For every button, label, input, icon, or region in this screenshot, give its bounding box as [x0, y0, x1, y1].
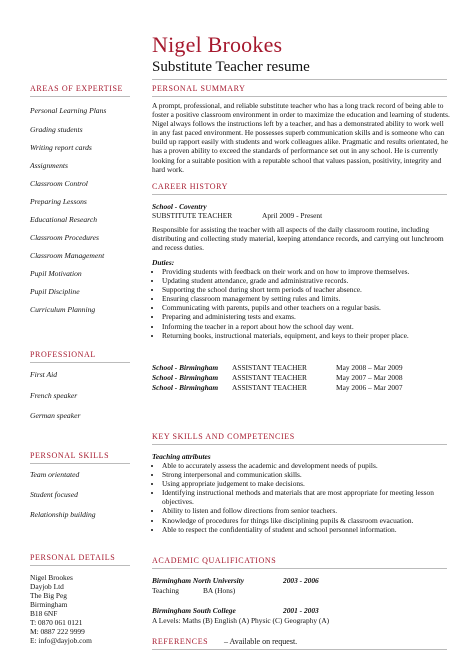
- contact-postcode: B18 6NF: [30, 609, 58, 618]
- prior-role: ASSISTANT TEACHER: [232, 383, 307, 392]
- key-skills-list: [152, 461, 450, 534]
- expertise-heading: AREAS OF EXPERTISE: [30, 84, 123, 93]
- skills-item: Team orientated: [30, 470, 80, 479]
- summary-divider: [152, 96, 447, 97]
- contact-details: [30, 573, 92, 645]
- contact-email: E: info@dayjob.com: [30, 636, 92, 645]
- expertise-item: Preparing Lessons: [30, 197, 87, 206]
- expertise-item: Grading students: [30, 125, 83, 134]
- duty-item: • Providing students with feedback on their work and on how to improve themselves.: [162, 267, 450, 276]
- prior-role: ASSISTANT TEACHER: [232, 373, 307, 382]
- contact-street: The Big Peg: [30, 591, 67, 600]
- current-dates: April 2009 - Present: [262, 211, 323, 220]
- professional-divider: [30, 362, 130, 363]
- current-role: SUBSTITUTE TEACHER: [152, 211, 233, 220]
- skills-divider: [30, 463, 130, 464]
- academic-school: Birmingham South College: [152, 606, 236, 615]
- references-heading: REFERENCES: [152, 637, 209, 646]
- candidate-name: Nigel Brookes: [152, 32, 283, 57]
- key-skill-item: • Able to respect the confidentiality of student and school personnel information.: [162, 525, 450, 534]
- duty-item: • Communicating with parents, pupils and other teachers on a regular basis.: [162, 303, 450, 312]
- references-text: – Available on request.: [224, 637, 298, 646]
- prior-role: ASSISTANT TEACHER: [232, 363, 307, 372]
- duties-label: Duties:: [152, 258, 175, 267]
- contact-city: Birmingham: [30, 600, 68, 609]
- academic-divider: [152, 568, 447, 569]
- resume-subtitle: Substitute Teacher resume: [152, 59, 310, 75]
- academic-heading: ACADEMIC QUALIFICATIONS: [152, 556, 277, 565]
- contact-mobile: M: 0887 222 9999: [30, 627, 85, 636]
- professional-item: French speaker: [30, 391, 78, 400]
- expertise-item: Assignments: [30, 161, 68, 170]
- duty-item: • Returning books, instructional materials, equipment, and keys to their proper place.: [162, 331, 450, 340]
- key-skill-item: • Strong interpersonal and communication skills.: [162, 470, 450, 479]
- prior-employer: School - Birmingham: [152, 383, 219, 392]
- key-skill-item: • Knowledge of procedures for things like disciplining pupils & classroom evacuation.: [162, 516, 450, 525]
- key-skills-heading: KEY SKILLS AND COMPETENCIES: [152, 432, 295, 441]
- academic-subject: Teaching: [152, 586, 179, 595]
- expertise-item: Classroom Procedures: [30, 233, 99, 242]
- contact-telephone: T: 0870 061 0121: [30, 618, 83, 627]
- teaching-attributes-subhead: Teaching attributes: [152, 452, 211, 461]
- contact-company: Dayjob Ltd: [30, 582, 64, 591]
- expertise-item: Classroom Management: [30, 251, 105, 260]
- expertise-item: Educational Research: [30, 215, 97, 224]
- current-employer: School - Coventry: [152, 202, 207, 211]
- key-skill-item: • Identifying instructional methods and materials that are most appropriate for meeting lesson objectives.: [162, 488, 450, 506]
- career-divider: [152, 194, 447, 195]
- contact-name: Nigel Brookes: [30, 573, 73, 582]
- duties-list: [152, 267, 450, 340]
- duty-item: • Ensuring classroom management by setting rules and limits.: [162, 294, 450, 303]
- expertise-item: Classroom Control: [30, 179, 88, 188]
- professional-heading: PROFESSIONAL: [30, 350, 96, 359]
- details-divider: [30, 565, 130, 566]
- academic-award: BA (Hons): [203, 586, 236, 595]
- key-skill-item: • Able to accurately assess the academic and development needs of pupils.: [162, 461, 450, 470]
- academic-years: 2003 - 2006: [283, 576, 319, 585]
- key-skill-item: • Using appropriate judgement to make decisions.: [162, 479, 450, 488]
- expertise-divider: [30, 96, 130, 97]
- duty-item: • Informing the teacher in a report about how the school day went.: [162, 322, 450, 331]
- skills-item: Student focused: [30, 490, 78, 499]
- duty-item: • Preparing and administering tests and exams.: [162, 312, 450, 321]
- skills-item: Relationship building: [30, 510, 96, 519]
- academic-school: Birmingham North University: [152, 576, 244, 585]
- expertise-item: Curriculum Planning: [30, 305, 96, 314]
- career-heading: CAREER HISTORY: [152, 182, 229, 191]
- academic-years: 2001 - 2003: [283, 606, 319, 615]
- professional-item: First Aid: [30, 370, 58, 379]
- duty-item: • Supporting the school during short term periods of teacher absence.: [162, 285, 450, 294]
- duty-item: • Updating student attendance, grade and administrative records.: [162, 276, 450, 285]
- header-divider: [152, 79, 447, 80]
- a-levels: A Levels: Maths (B) English (A) Physic (C) Geography (A): [152, 616, 330, 625]
- prior-employer: School - Birmingham: [152, 373, 219, 382]
- expertise-item: Writing report cards: [30, 143, 92, 152]
- current-role-description: Responsible for assisting the teacher with all aspects of the daily classroom routine, including distributing and collecting study material, keeping attendance records, and carrying out lunchroom and recess duties.: [152, 225, 444, 253]
- key-skill-item: • Ability to listen and follow directions from senior teachers.: [162, 506, 450, 515]
- expertise-item: Personal Learning Plans: [30, 106, 107, 115]
- professional-item: German speaker: [30, 411, 81, 420]
- details-heading: PERSONAL DETAILS: [30, 553, 116, 562]
- prior-dates: May 2007 – Mar 2008: [336, 373, 403, 382]
- summary-text: A prompt, professional, and reliable substitute teacher who has a long track record of being able to foster a positive classroom environment in order to maximize the education and learning of students. Nigel always follows the instructions left by a teacher, and has a demonstrated ability to work well in any fast paced environment. He possesses superb communication skills and is someone who can build up rapport easily with students and work colleagues alike. Pragmatic and results orientated, he has a proven ability to exceed the standards of performance set out in any school. He is currently looking for a suitable position with a reputable school that values passion, positivity, integrity and hard work.: [152, 101, 450, 174]
- prior-employer: School - Birmingham: [152, 363, 219, 372]
- summary-heading: PERSONAL SUMMARY: [152, 84, 246, 93]
- prior-dates: May 2006 – Mar 2007: [336, 383, 403, 392]
- references-divider: [152, 649, 447, 650]
- expertise-item: Pupil Motivation: [30, 269, 82, 278]
- skills-heading: PERSONAL SKILLS: [30, 451, 110, 460]
- key-skills-divider: [152, 444, 447, 445]
- expertise-item: Pupil Discipline: [30, 287, 80, 296]
- prior-dates: May 2008 – Mar 2009: [336, 363, 403, 372]
